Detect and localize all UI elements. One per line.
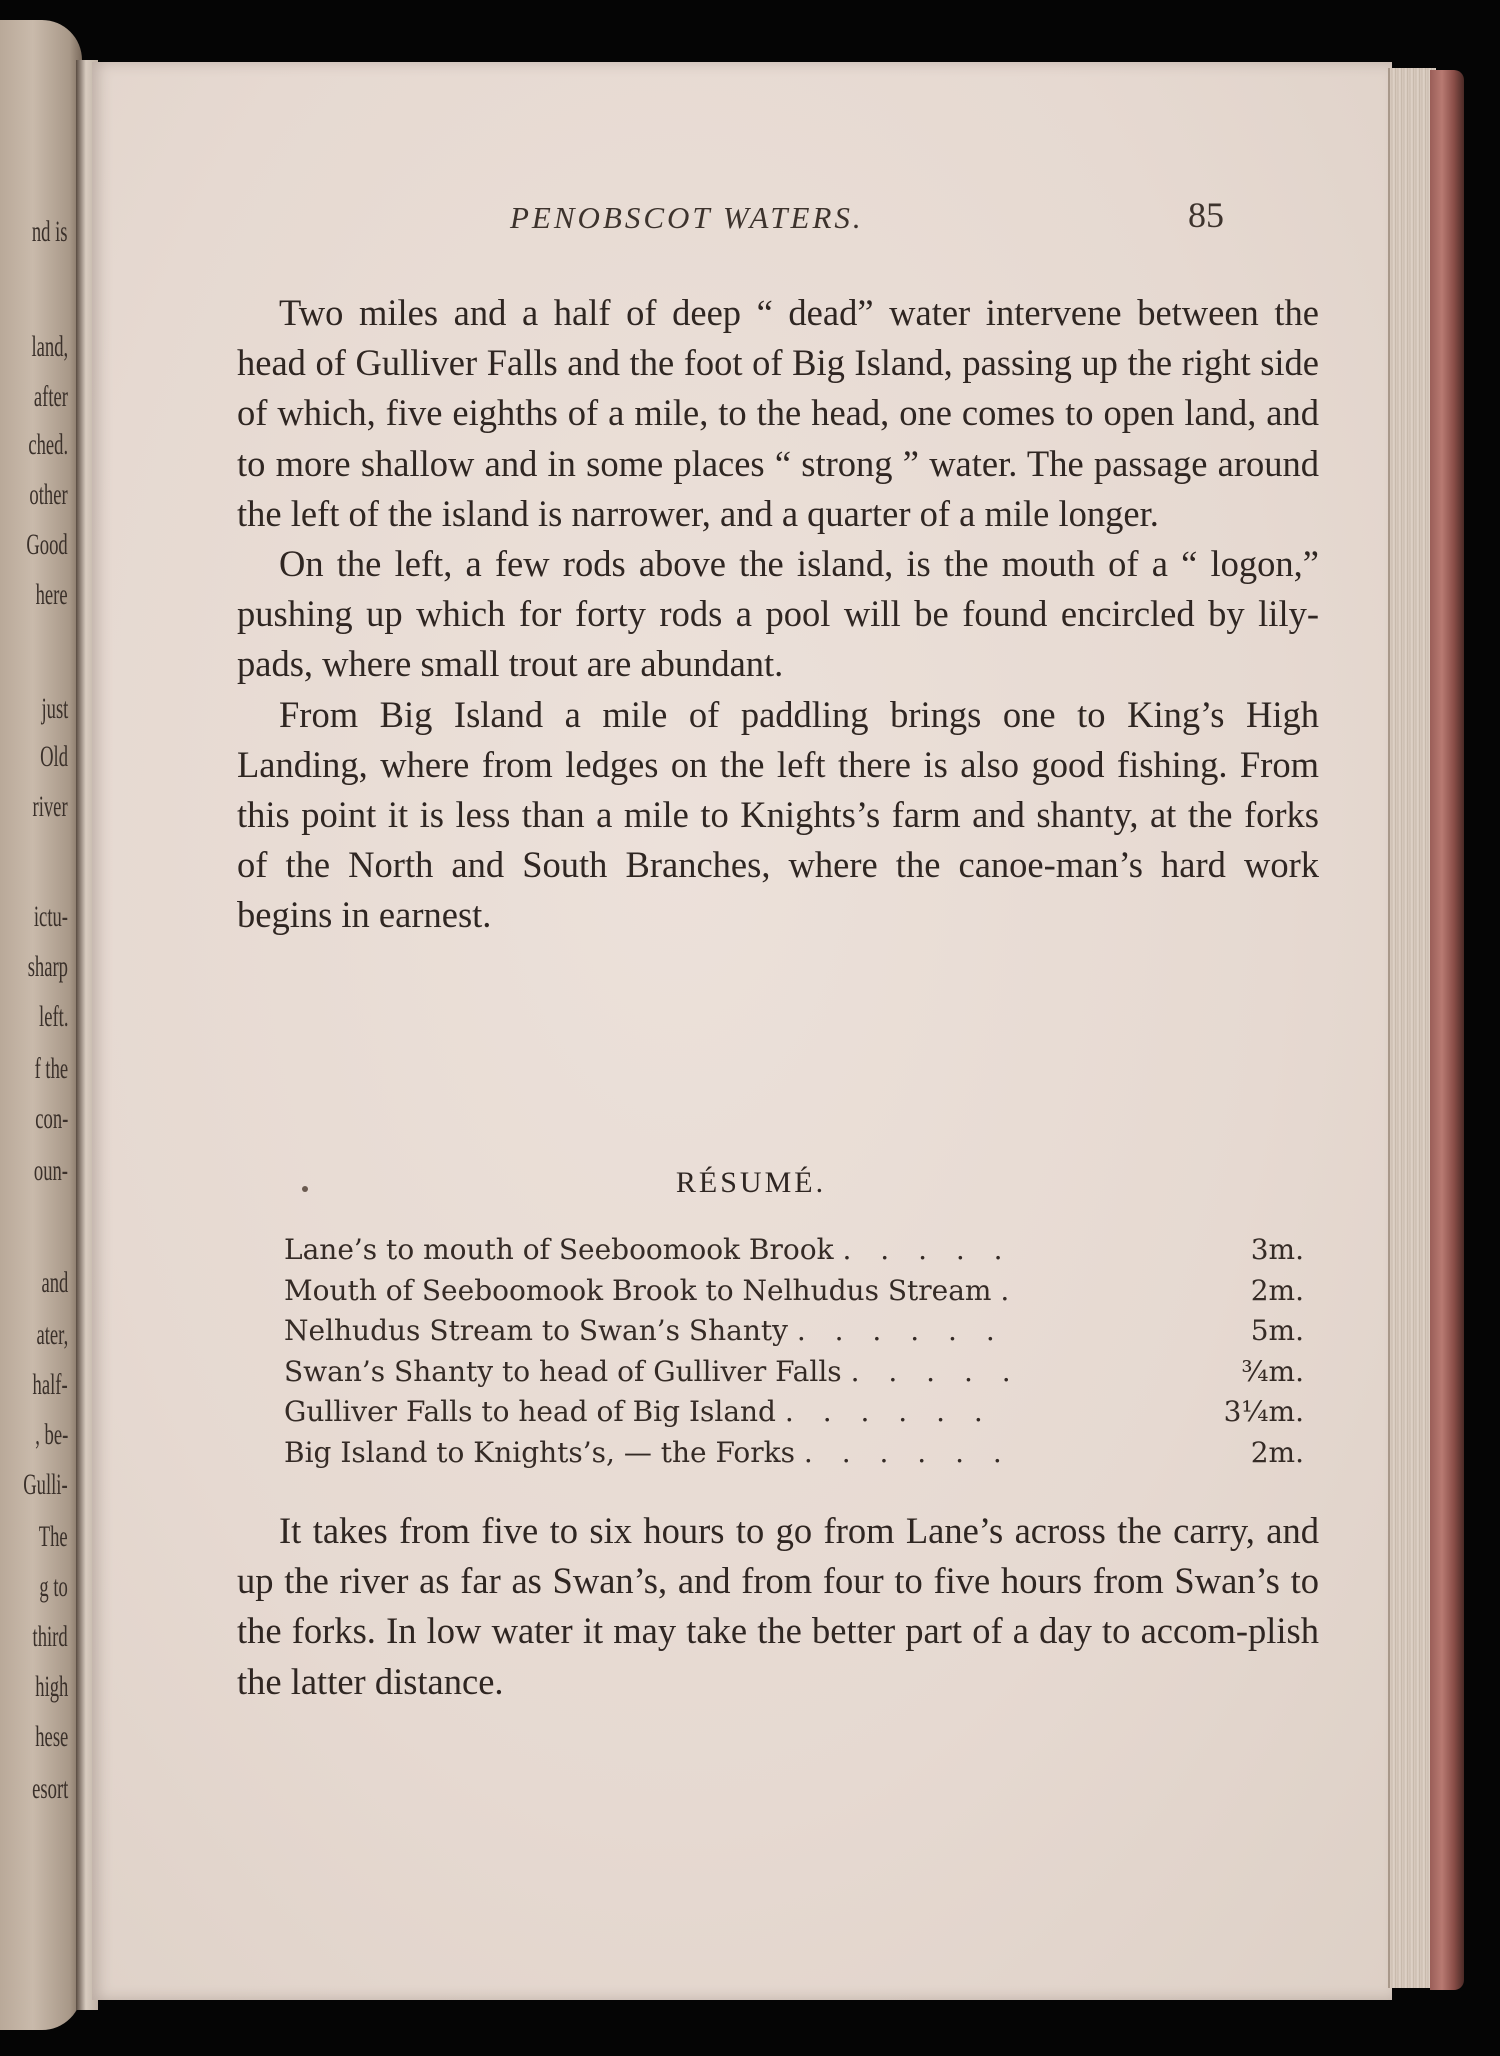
resume-row bbox=[284, 1352, 1304, 1393]
resume-route: Nelhudus Stream to Swan’s Shanty bbox=[284, 1314, 788, 1348]
book-cover-edge bbox=[1430, 70, 1464, 1990]
resume-heading: RÉSUMÉ. bbox=[675, 1166, 827, 1199]
page-85 bbox=[92, 62, 1392, 2000]
resume-row bbox=[284, 1392, 1304, 1433]
paragraph: Two miles and a half of deep “ dead” water intervene between the head of Gulliver Falls and the foot of Big Island, passing up the right side of which, five eighths of a mile, to the head, one comes to open land, and to more shallow and in some places “ strong ” water. The passage around the left of the island is narrower, and a quarter of a mile longer. bbox=[237, 292, 1319, 534]
resume-route: Gulliver Falls to head of Big Island bbox=[284, 1395, 776, 1429]
left-page-fragment: high bbox=[34, 1670, 68, 1703]
left-page-fragment: other bbox=[29, 478, 68, 511]
left-page-fragment: third bbox=[32, 1620, 68, 1653]
left-page-fragment: after bbox=[33, 380, 68, 413]
resume-row bbox=[284, 1311, 1304, 1352]
left-page-fragment: ictu- bbox=[33, 900, 68, 933]
leader-dots: . . . . . bbox=[850, 1354, 1021, 1388]
ink-speck bbox=[302, 1186, 308, 1192]
resume-route: Big Island to Knights’s, — the Forks bbox=[284, 1435, 795, 1469]
leader-dots: . . . . . . bbox=[796, 1314, 1005, 1348]
left-page-fragment: nd is bbox=[32, 215, 68, 248]
body-text bbox=[237, 288, 1319, 941]
resume-distance: 3m. bbox=[1250, 1233, 1304, 1266]
running-head: PENOBSCOT WATERS. bbox=[510, 200, 864, 235]
resume-route: Mouth of Seeboomook Brook to Nelhudus Stream bbox=[284, 1273, 992, 1307]
leader-dots: . . . . . . bbox=[803, 1435, 1012, 1469]
left-page-fragment: river bbox=[32, 790, 68, 823]
left-page-fragment: half- bbox=[32, 1368, 68, 1401]
resume-route: Lane’s to mouth of Seeboomook Brook bbox=[284, 1233, 834, 1266]
left-page-fragment: oun- bbox=[33, 1154, 68, 1187]
left-page-fragment: con- bbox=[34, 1102, 68, 1135]
left-page-fragment: esort bbox=[31, 1772, 68, 1805]
left-page-fragment: Old bbox=[40, 740, 68, 773]
left-page-fragment: here bbox=[35, 578, 68, 611]
page-block-edge bbox=[1388, 68, 1436, 1988]
left-page-fragment: , be- bbox=[34, 1418, 68, 1451]
left-page-fragment: left. bbox=[38, 1000, 68, 1033]
left-page-fragment: The bbox=[39, 1520, 68, 1553]
resume-row bbox=[284, 1230, 1304, 1271]
resume-distance: 2m. bbox=[1250, 1273, 1304, 1307]
left-page-fragment: f the bbox=[34, 1052, 68, 1085]
resume-distance: 3¼m. bbox=[1223, 1395, 1304, 1429]
resume-table bbox=[284, 1230, 1304, 1474]
resume-route: Swan’s Shanty to head of Gulliver Falls bbox=[284, 1354, 842, 1388]
left-page-fragment: ched. bbox=[28, 428, 68, 461]
resume-row bbox=[284, 1433, 1304, 1474]
leader-dots: . bbox=[1000, 1273, 1020, 1307]
page-header bbox=[92, 195, 1392, 250]
left-page-fragment: Good bbox=[26, 528, 68, 561]
paragraph: On the left, a few rods above the island, is the mouth of a “ logon,” pushing up which for forty rods a pool will be found encircled by lily-pads, where small trout are abundant. bbox=[237, 543, 1319, 685]
paragraph: From Big Island a mile of paddling brings one to King’s High Landing, where from ledges on the left there is also good fishing. From this point it is less than a mile to Knights’s farm and shanty, at the forks of the North and South Branches, where the canoe-man’s hard work begins in earnest. bbox=[237, 693, 1319, 936]
closing-paragraph: It takes from five to six hours to go from Lane’s across the carry, and up the river as far as Swan’s, and from four to five hours from Swan’s to the forks. In low water it may take the better part of a day to accom-plish the latter distance. bbox=[237, 1510, 1319, 1702]
left-page-fragment: sharp bbox=[27, 950, 68, 983]
left-page-fragment: and bbox=[41, 1266, 68, 1299]
left-page-fragment: g to bbox=[39, 1570, 68, 1603]
left-page-fragment: ater, bbox=[36, 1318, 68, 1351]
left-facing-page bbox=[0, 20, 82, 2030]
left-page-fragment: hese bbox=[34, 1720, 68, 1753]
page-number: 85 bbox=[1188, 195, 1224, 235]
leader-dots: . . . . . bbox=[842, 1233, 1013, 1266]
left-page-fragment: Gulli- bbox=[23, 1468, 68, 1501]
resume-row bbox=[284, 1271, 1304, 1312]
resume-distance: ¾m. bbox=[1241, 1354, 1304, 1388]
left-page-fragment: land, bbox=[31, 330, 68, 363]
left-page-fragment: just bbox=[41, 692, 68, 725]
leader-dots: . . . . . . bbox=[784, 1395, 993, 1429]
resume-distance: 5m. bbox=[1250, 1314, 1304, 1348]
resume-distance: 2m. bbox=[1250, 1435, 1304, 1469]
